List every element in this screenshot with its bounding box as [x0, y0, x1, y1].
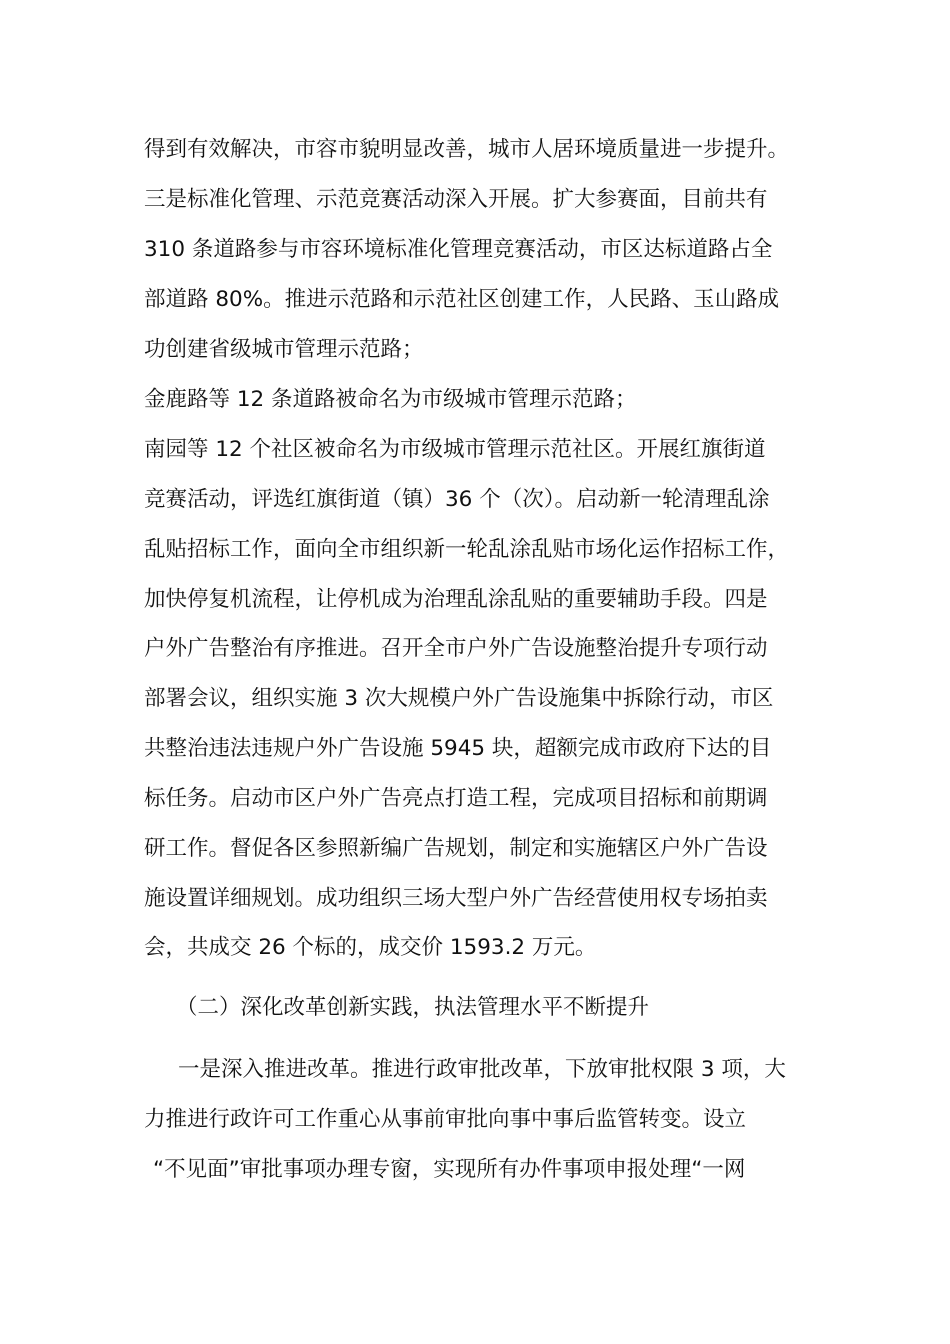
text-line: 研工作。督促各区参照新编广告规划，制定和实施辖区户外广告设	[144, 836, 768, 861]
text-line: “不见面”审批事项办理专窗，实现所有办件事项申报处理“一网	[153, 1157, 746, 1182]
text-line: 功创建省级城市管理示范路；	[144, 337, 424, 362]
text-line: 南园等 12 个社区被命名为市级城市管理示范社区。开展红旗街道	[144, 437, 766, 462]
text-line: 乱贴招标工作，面向全市组织新一轮乱涂乱贴市场化运作招标工作，	[144, 537, 790, 562]
text-line: 会，共成交 26 个标的，成交价 1593.2 万元。	[144, 935, 597, 960]
text-line: 三是标准化管理、示范竞赛活动深入开展。扩大参赛面，目前共有	[144, 187, 768, 212]
text-line: 部署会议，组织实施 3 次大规模户外广告设施集中拆除行动，市区	[144, 686, 774, 711]
text-line: 共整治违法违规户外广告设施 5945 块，超额完成市政府下达的目	[144, 736, 772, 761]
text-line: 金鹿路等 12 条道路被命名为市级城市管理示范路；	[144, 387, 637, 412]
text-line: 户外广告整治有序推进。召开全市户外广告设施整治提升专项行动	[144, 636, 768, 661]
section-heading: （二）深化改革创新实践，执法管理水平不断提升	[176, 995, 650, 1020]
text-line: 部道路 80%。推进示范路和示范社区创建工作，人民路、玉山路成	[144, 287, 780, 312]
text-line: 竞赛活动，评选红旗街道（镇）36 个（次）。启动新一轮清理乱涂	[144, 487, 770, 512]
text-line: 一是深入推进改革。推进行政审批改革，下放审批权限 3 项，大	[178, 1057, 786, 1082]
text-line: 力推进行政许可工作重心从事前审批向事中事后监管转变。设立	[144, 1107, 747, 1132]
text-line: 施设置详细规划。成功组织三场大型户外广告经营使用权专场拍卖	[144, 886, 768, 911]
text-line: 加快停复机流程，让停机成为治理乱涂乱贴的重要辅助手段。四是	[144, 587, 768, 612]
text-line: 得到有效解决，市容市貌明显改善，城市人居环境质量进一步提升。	[144, 137, 790, 162]
text-line: 310 条道路参与市容环境标准化管理竞赛活动，市区达标道路占全	[144, 237, 773, 262]
text-line: 标任务。启动市区户外广告亮点打造工程，完成项目招标和前期调	[144, 786, 768, 811]
